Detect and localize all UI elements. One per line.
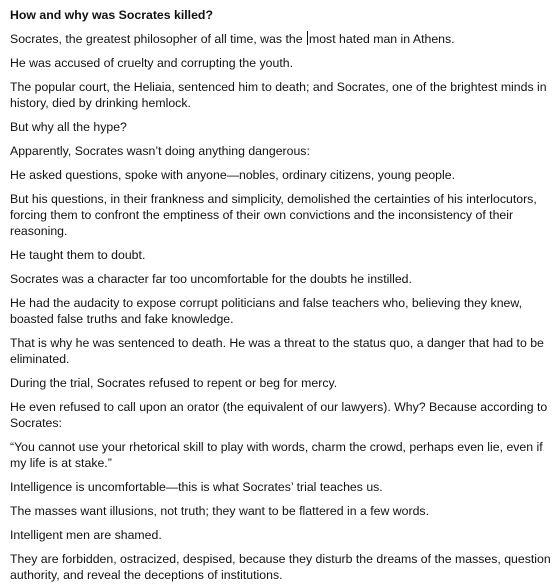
paragraph: He asked questions, spoke with anyone—nobles, ordinary citizens, young people.	[10, 168, 456, 182]
paragraph: Socrates was a character far too uncomfortable for the doubts he instilled.	[10, 272, 412, 286]
paragraph-intro-text-after-cursor: most hated man in Athens.	[308, 32, 455, 46]
paragraph-intro[interactable]	[10, 31, 552, 47]
paragraph: The popular court, the Heliaia, sentenced him to death; and Socrates, one of the brightest minds in history, died by drinking hemlock.	[10, 80, 547, 110]
paragraph: During the trial, Socrates refused to repent or beg for mercy.	[10, 376, 338, 390]
paragraph-intro-text-before-cursor: Socrates, the greatest philosopher of all time, was the	[10, 32, 306, 46]
paragraph: He even refused to call upon an orator (the equivalent of our lawyers). Why? Because according to Socrates:	[10, 400, 548, 430]
document-body[interactable]	[10, 7, 552, 583]
document-title: How and why was Socrates killed?	[10, 8, 213, 22]
paragraph: He had the audacity to expose corrupt politicians and false teachers who, believing they knew, boasted false truths and fake knowledge.	[10, 296, 522, 326]
paragraph: Intelligence is uncomfortable—this is what Socrates’ trial teaches us.	[10, 480, 383, 494]
paragraph: The masses want illusions, not truth; they want to be flattered in a few words.	[10, 504, 429, 518]
paragraph: They are forbidden, ostracized, despised, because they disturb the dreams of the masses, question authority, and reveal the deceptions of institutions.	[10, 552, 551, 582]
paragraph: That is why he was sentenced to death. He was a threat to the status quo, a danger that had to be eliminated.	[10, 336, 544, 366]
quote-paragraph: “You cannot use your rhetorical skill to play with words, charm the crowd, perhaps even lie, even if my life is at stake.”	[10, 440, 543, 470]
text-cursor	[307, 31, 308, 45]
paragraph: But why all the hype?	[10, 120, 127, 134]
paragraph: Apparently, Socrates wasn’t doing anything dangerous:	[10, 144, 310, 158]
paragraph: But his questions, in their frankness and simplicity, demolished the certainties of his interlocutors, forcing them to confront the emptiness of their own convictions and the inconsistency of their reasoning.	[10, 192, 537, 238]
paragraph: He taught them to doubt.	[10, 248, 146, 262]
paragraph: He was accused of cruelty and corrupting the youth.	[10, 56, 293, 70]
paragraph: Intelligent men are shamed.	[10, 528, 162, 542]
